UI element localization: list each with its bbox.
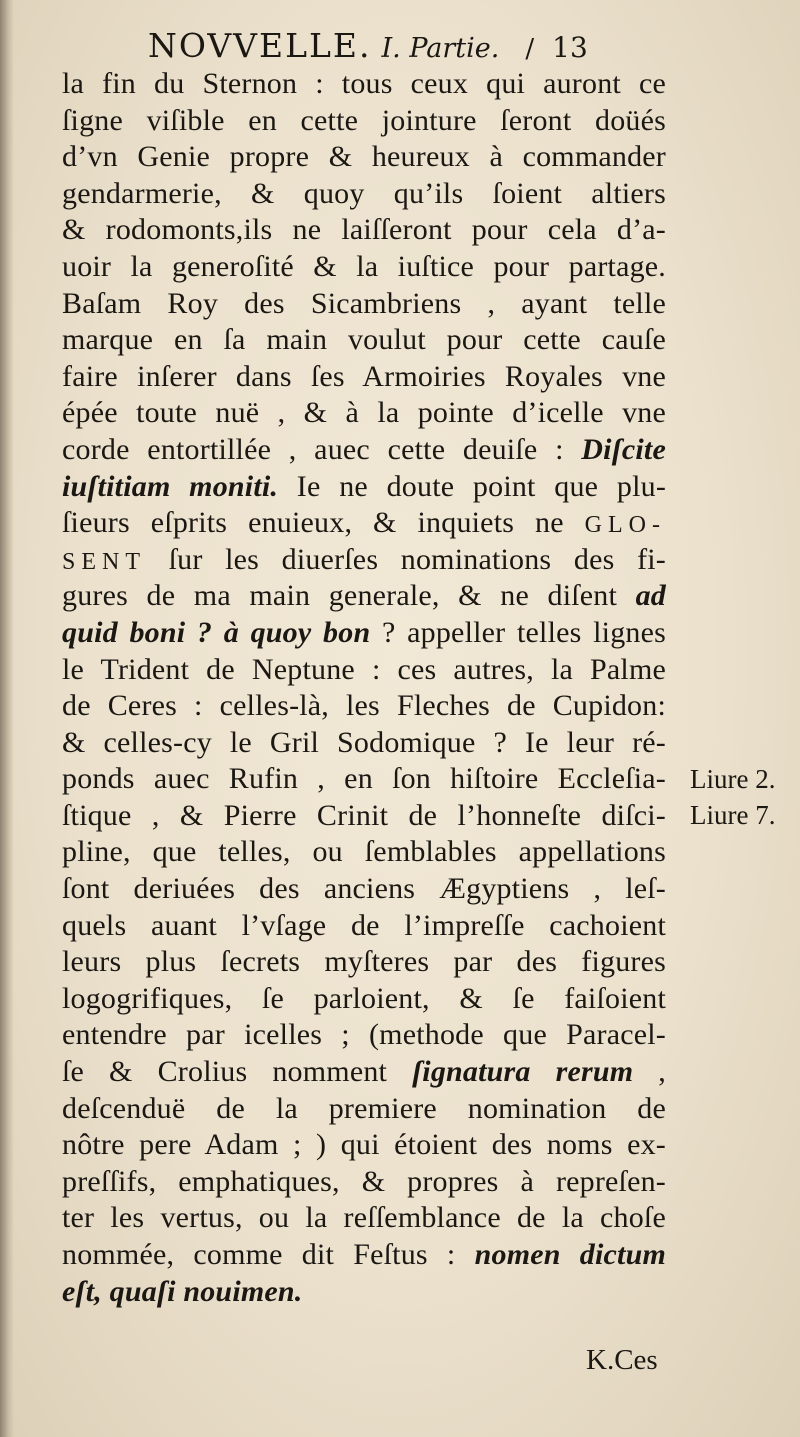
- text-line: [62, 578, 666, 615]
- text-segment: ſe & Crolius nomment: [62, 1055, 413, 1089]
- text-segment: & rodomonts,ils ne laiſſeront pour cela d’a-: [62, 213, 666, 247]
- text-line: [62, 542, 666, 579]
- small-caps-word: SENT: [62, 548, 146, 575]
- text-segment: marque en ſa main voulut pour cette cauſe: [62, 323, 666, 357]
- text-line: [62, 176, 666, 213]
- text-segment: preſſifs, emphatiques, & propres à repreſen-: [62, 1164, 666, 1198]
- text-line: [62, 286, 666, 323]
- text-line: [62, 944, 666, 981]
- text-segment: la fin du Sternon : tous ceux qui auront ce: [62, 67, 666, 100]
- catchword: K.Ces: [586, 1344, 658, 1376]
- italic-phrase: eſt, quaſi nouimen.: [62, 1274, 303, 1308]
- text-segment: ſur les diuerſes nominations des fi-: [146, 542, 666, 576]
- text-line: [62, 1237, 666, 1274]
- text-line: [62, 1200, 666, 1237]
- text-segment: deſcenduë de la premiere nomination de: [62, 1091, 666, 1125]
- text-segment: quels auant l’vſage de l’impreſſe cachoient: [62, 908, 666, 942]
- text-segment: le Trident de Neptune : ces autres, la Palme: [62, 652, 666, 686]
- text-line: [62, 322, 666, 359]
- text-segment: logogrifiques, ſe parloient, & ſe faiſoient: [62, 981, 666, 1015]
- italic-phrase: ſignatura rerum: [412, 1055, 634, 1089]
- text-segment: faire inſerer dans ſes Armoiries Royales vne: [62, 359, 666, 393]
- margin-note: Liure 7.: [690, 800, 776, 830]
- text-line: [62, 1054, 666, 1091]
- text-line: [62, 1127, 666, 1164]
- text-line: [62, 359, 666, 396]
- page-number: 13: [552, 31, 588, 64]
- text-segment: Ie ne doute point que plu-: [278, 469, 667, 503]
- text-line: [62, 66, 666, 103]
- header-separator: /: [525, 34, 535, 64]
- part-label: I. Partie.: [381, 33, 500, 64]
- running-head: [148, 26, 708, 69]
- text-segment: entendre par icelles ; (methode que Paracel-: [62, 1018, 666, 1052]
- text-segment: corde entortillée , auec cette deuiſe :: [62, 432, 582, 466]
- small-caps-word: GLO-: [584, 512, 666, 539]
- text-line: [62, 432, 666, 469]
- italic-phrase: quid boni ? à quoy bon: [62, 615, 371, 649]
- text-line: [62, 103, 666, 140]
- text-segment: ſieurs eſprits enuieux, & inquiets ne: [62, 506, 585, 540]
- margin-note: Liure 2.: [690, 764, 776, 794]
- text-segment: pline, que telles, ou ſemblables appellations: [62, 835, 666, 869]
- text-line: [62, 688, 666, 725]
- binding-shadow: [0, 0, 14, 1437]
- text-segment: ſtique , & Pierre Crinit de l’honneſte diſci-: [62, 798, 666, 832]
- text-segment: ſigne viſible en cette jointure ſeront doüés: [62, 103, 666, 137]
- text-line: [62, 798, 666, 835]
- text-segment: nommée, comme dit Feſtus :: [62, 1238, 475, 1271]
- text-line: [62, 249, 666, 286]
- text-segment: leurs plus ſecrets myſteres par des figures: [62, 945, 666, 979]
- text-line: [62, 615, 666, 652]
- text-segment: ,: [633, 1055, 667, 1089]
- text-line: [62, 981, 666, 1018]
- text-line: [62, 212, 666, 249]
- text-segment: gures de ma main generale, & ne diſent: [62, 579, 636, 613]
- text-line: [62, 725, 666, 762]
- text-segment: épée toute nuë , & à la pointe d’icelle vne: [62, 396, 666, 430]
- text-line: [62, 1091, 666, 1128]
- text-line: [62, 505, 666, 542]
- text-line: [62, 1017, 666, 1054]
- text-segment: ſont deriuées des anciens Ægyptiens , leſ-: [62, 872, 666, 906]
- text-line: [62, 834, 666, 871]
- text-line: [62, 139, 666, 176]
- italic-phrase: nomen dictum: [474, 1238, 666, 1271]
- text-segment: gendarmerie, & quoy qu’ils ſoient altiers: [62, 176, 666, 210]
- running-title: NOVVELLE.: [148, 26, 372, 65]
- italic-phrase: iuſtitiam moniti.: [62, 469, 279, 503]
- text-segment: d’vn Genie propre & heureux à commander: [62, 140, 666, 174]
- text-line: [62, 1164, 666, 1201]
- text-line: [62, 908, 666, 945]
- body-text: [62, 66, 666, 1310]
- margin-notes: [690, 761, 800, 833]
- text-line: [62, 871, 666, 908]
- text-line: [62, 469, 666, 506]
- text-line: [62, 395, 666, 432]
- text-line: [62, 1274, 666, 1311]
- text-segment: & celles-cy le Gril Sodomique ? Ie leur ré-: [62, 725, 666, 759]
- text-segment: ter les vertus, ou la reſſemblance de la choſe: [62, 1201, 666, 1235]
- text-segment: de Ceres : celles-là, les Fleches de Cupidon:: [62, 689, 666, 723]
- text-line: [62, 761, 666, 798]
- text-segment: Baſam Roy des Sicambriens , ayant telle: [62, 286, 666, 320]
- italic-phrase: Diſcite: [581, 432, 666, 466]
- text-segment: ? appeller telles lignes: [370, 615, 667, 649]
- text-segment: nôtre pere Adam ; ) qui étoient des noms ex-: [62, 1128, 666, 1162]
- text-segment: uoir la generoſité & la iuſtice pour partage.: [62, 249, 666, 283]
- text-line: [62, 652, 666, 689]
- italic-phrase: ad: [635, 579, 666, 613]
- text-segment: ponds auec Rufin , en ſon hiſtoire Eccleſia-: [62, 762, 666, 796]
